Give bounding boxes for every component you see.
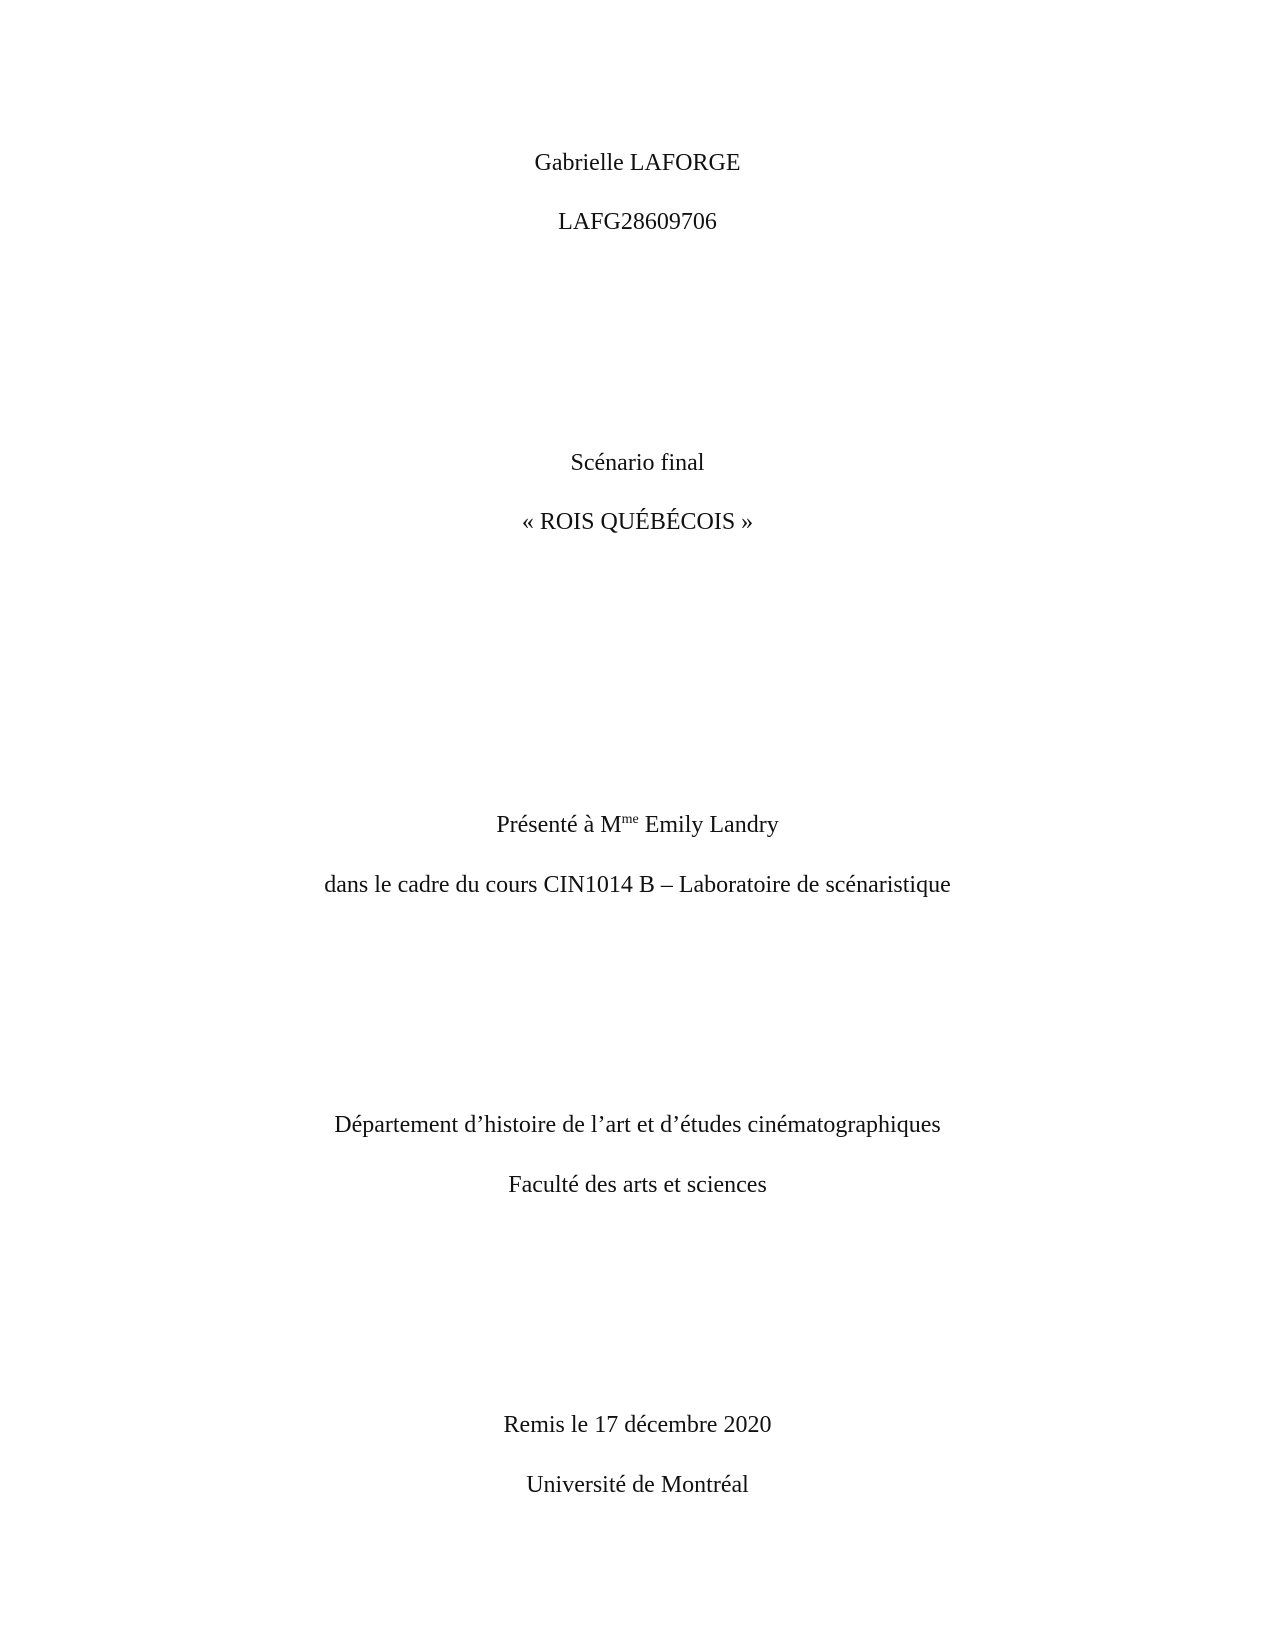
course-line: dans le cadre du cours CIN1014 B – Laboratoire de scénaristique	[324, 872, 951, 898]
honorific-superscript: me	[621, 812, 639, 827]
document-title: « ROIS QUÉBÉCOIS »	[521, 509, 754, 535]
teacher-name: Emily Landry	[638, 812, 779, 838]
document-type: Scénario final	[570, 450, 705, 476]
submission-date: Remis le 17 décembre 2020	[503, 1412, 772, 1438]
student-id: LAFG28609706	[558, 209, 717, 235]
author-name: Gabrielle LAFORGE	[534, 150, 741, 176]
presented-to-prefix: Présenté à M	[496, 812, 622, 838]
presented-to	[0, 810, 1275, 840]
department-line: Département d’histoire de l’art et d’études cinématographiques	[334, 1112, 941, 1138]
university-name: Université de Montréal	[526, 1472, 749, 1498]
faculty-line: Faculté des arts et sciences	[508, 1172, 767, 1198]
